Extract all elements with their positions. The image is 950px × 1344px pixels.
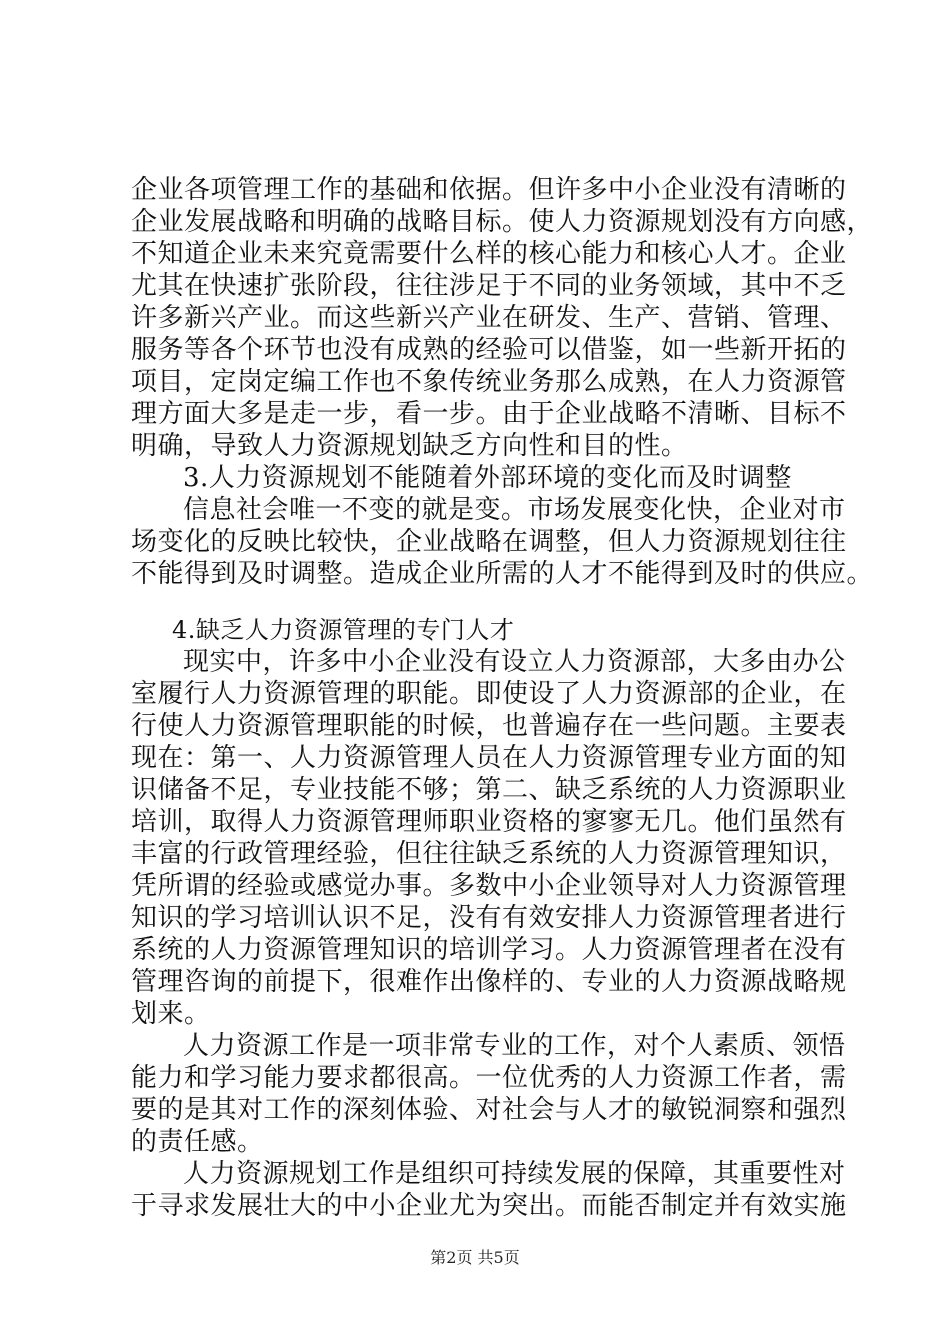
- text-line: 系统的人力资源管理知识的培训学习。人力资源管理者在没有: [131, 935, 847, 965]
- text-line: 管理咨询的前提下，很难作出像样的、专业的人力资源战略规: [131, 967, 847, 997]
- text-line: 要的是其对工作的深刻体验、对社会与人才的敏锐洞察和强烈: [131, 1095, 847, 1125]
- text-line: 识储备不足，专业技能不够；第二、缺乏系统的人力资源职业: [131, 775, 847, 805]
- text-line: 于寻求发展壮大的中小企业尤为突出。而能否制定并有效实施: [131, 1191, 847, 1221]
- text-line: 许多新兴产业。而这些新兴产业在研发、生产、营销、管理、: [131, 303, 847, 333]
- text-line: 场变化的反映比较快，企业战略在调整，但人力资源规划往往: [131, 527, 847, 557]
- text-line: 信息社会唯一不变的就是变。市场发展变化快，企业对市: [183, 495, 846, 525]
- text-line: 企业各项管理工作的基础和依据。但许多中小企业没有清晰的: [131, 175, 847, 205]
- text-line: 企业发展战略和明确的战略目标。使人力资源规划没有方向感，: [131, 207, 874, 237]
- text-line: 明确，导致人力资源规划缺乏方向性和目的性。: [131, 431, 688, 461]
- text-line: 室履行人力资源管理的职能。即使设了人力资源部的企业，在: [131, 679, 847, 709]
- text-line: 不能得到及时调整。造成企业所需的人才不能得到及时的供应。: [131, 559, 874, 589]
- text-line: 现在：第一、人力资源管理人员在人力资源管理专业方面的知: [131, 743, 847, 773]
- text-line: 的责任感。: [131, 1127, 264, 1157]
- text-line: 人力资源工作是一项非常专业的工作，对个人素质、领悟: [183, 1031, 846, 1061]
- text-line: 不知道企业未来究竟需要什么样的核心能力和核心人才。企业: [131, 239, 847, 269]
- text-line: 行使人力资源管理职能的时候，也普遍存在一些问题。主要表: [131, 711, 847, 741]
- text-line: 能力和学习能力要求都很高。一位优秀的人力资源工作者，需: [131, 1063, 847, 1093]
- text-line: 凭所谓的经验或感觉办事。多数中小企业领导对人力资源管理: [131, 871, 847, 901]
- text-line: 丰富的行政管理经验，但往往缺乏系统的人力资源管理知识，: [131, 839, 847, 869]
- text-line: 现实中，许多中小企业没有设立人力资源部，大多由办公: [183, 647, 846, 677]
- text-line: 培训，取得人力资源管理师职业资格的寥寥无几。他们虽然有: [131, 807, 847, 837]
- section-heading: 3.人力资源规划不能随着外部环境的变化而及时调整: [183, 463, 792, 493]
- page-footer: 第2页 共5页: [430, 1248, 520, 1267]
- text-line: 理方面大多是走一步，看一步。由于企业战略不清晰、目标不: [131, 399, 847, 429]
- text-line: 知识的学习培训认识不足，没有有效安排人力资源管理者进行: [131, 903, 847, 933]
- section-heading: 4.缺乏人力资源管理的专门人才: [172, 616, 515, 644]
- text-line: 划来。: [131, 999, 211, 1029]
- text-line: 人力资源规划工作是组织可持续发展的保障，其重要性对: [183, 1159, 846, 1189]
- text-line: 服务等各个环节也没有成熟的经验可以借鉴，如一些新开拓的: [131, 335, 847, 365]
- text-line: 项目，定岗定编工作也不象传统业务那么成熟，在人力资源管: [131, 367, 847, 397]
- text-line: 尤其在快速扩张阶段，往往涉足于不同的业务领域，其中不乏: [131, 271, 847, 301]
